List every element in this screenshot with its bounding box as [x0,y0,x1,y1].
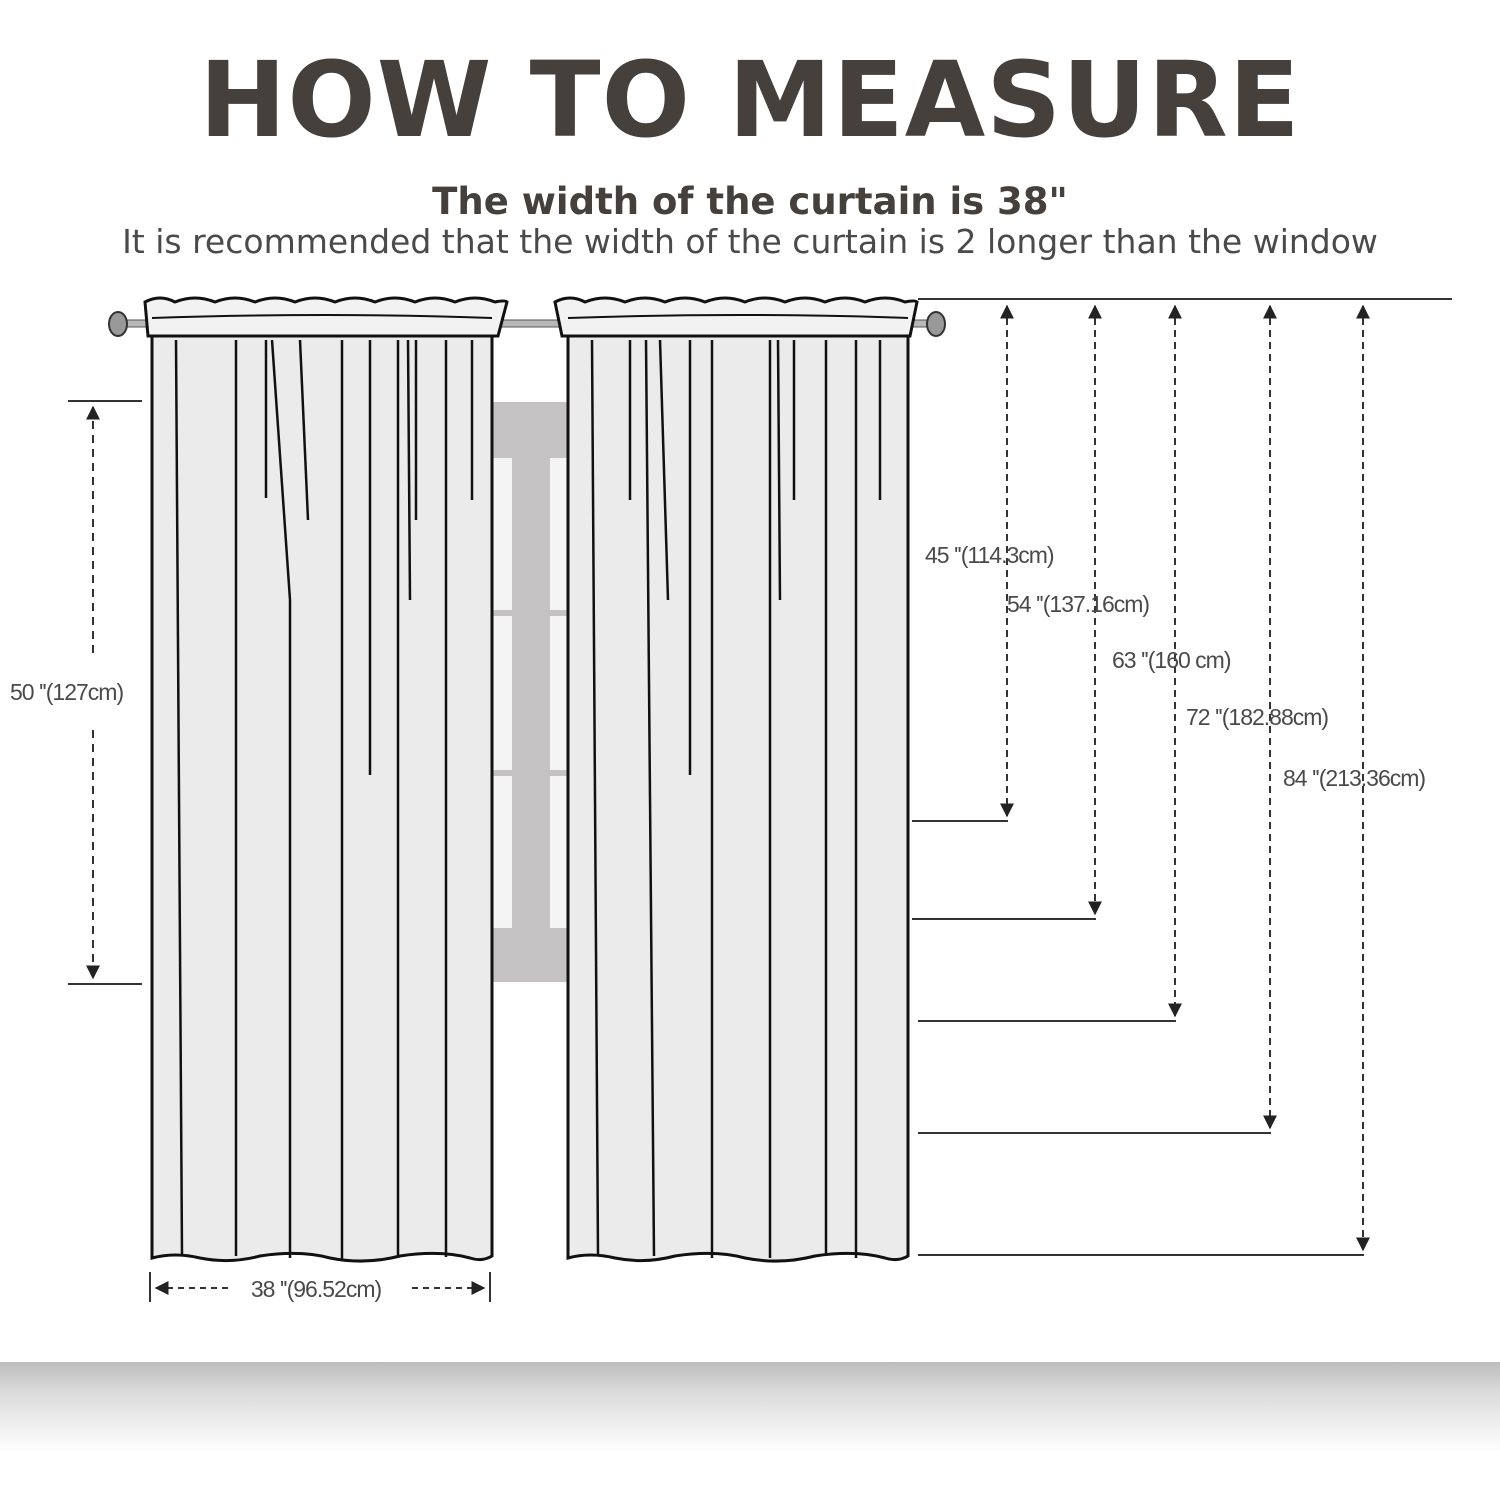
width-label: 38 ''(96.52cm) [250,1276,382,1302]
floor-shadow [0,1362,1500,1452]
curtain-width-statement: The width of the curtain is 38" [432,180,1068,223]
width-recommendation-note: It is recommended that the width of the curtain is 2 longer than the window [122,222,1378,261]
length-label-45: 45 ''(114.3cm) [925,542,1054,568]
page-title: HOW TO MEASURE [199,39,1301,161]
length-label-54: 54 ''(137.16cm) [1007,591,1150,617]
length-label-63: 63 ''(160 cm) [1112,647,1231,673]
window-height-label: 50 ''(127cm) [10,679,124,705]
window [492,402,568,982]
length-label-84: 84 ''(213.36cm) [1283,765,1426,791]
left-curtain-panel [145,298,507,1261]
length-label-72: 72 ''(182.88cm) [1186,704,1329,730]
right-curtain-panel [555,298,917,1261]
